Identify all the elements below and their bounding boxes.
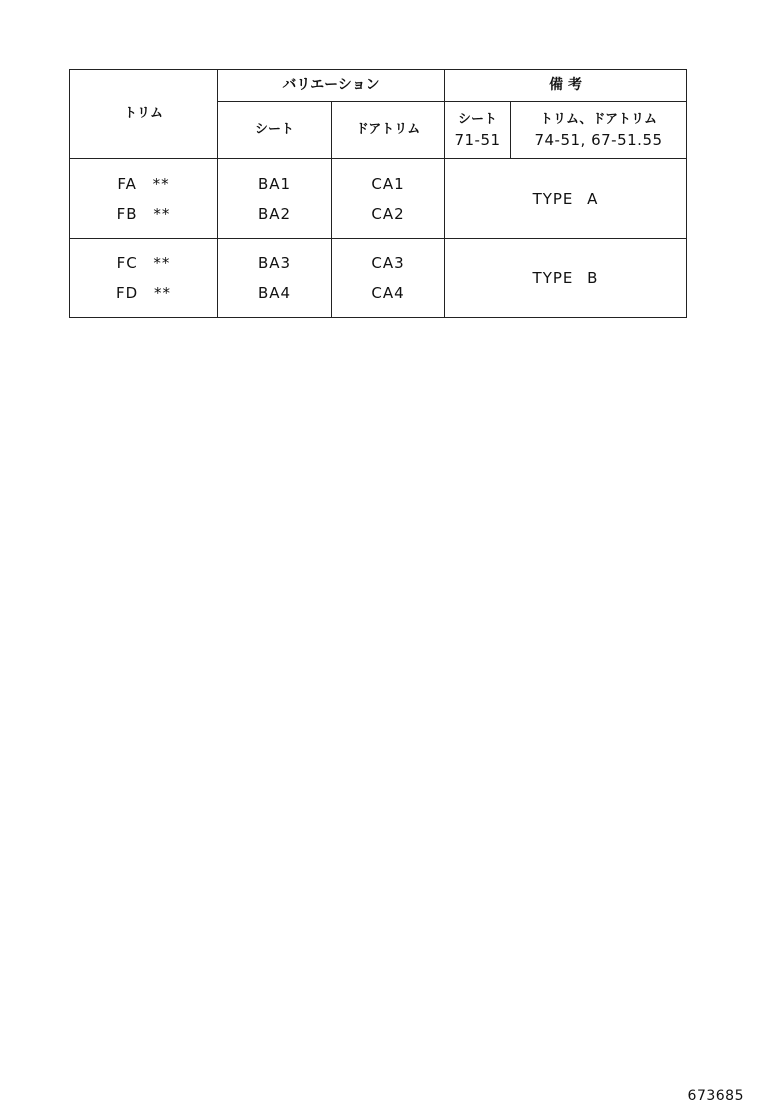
door-trim-code: CA1 [371, 174, 405, 193]
seat-cell [218, 159, 332, 238]
trim-code: FB ** [116, 204, 171, 223]
table-header-row-1 [70, 70, 687, 102]
remark-cell: TYPE B [445, 238, 687, 317]
remarks-seat-code: 71-51 [454, 130, 501, 149]
remarks-trim-code: 74-51, 67-51.55 [534, 130, 663, 149]
trim-cell [70, 238, 218, 317]
header-seat: シート [218, 102, 332, 159]
door-trim-code: CA3 [371, 253, 405, 272]
document-number: 673685 [687, 1088, 744, 1104]
header-remarks-trim [511, 102, 687, 159]
trim-variation-table [69, 69, 687, 318]
header-remarks: 備 考 [445, 70, 687, 102]
seat-cell [218, 238, 332, 317]
door-trim-code: CA4 [371, 283, 405, 302]
seat-code: BA4 [257, 283, 292, 302]
trim-code: FC ** [116, 253, 171, 272]
table-row [70, 238, 687, 317]
seat-code: BA1 [257, 174, 292, 193]
door-trim-cell [332, 238, 445, 317]
header-remarks-seat [445, 102, 511, 159]
header-variation: バリエーション [218, 70, 445, 102]
seat-code: BA2 [257, 204, 292, 223]
trim-code: FD ** [116, 283, 171, 302]
seat-code: BA3 [257, 253, 292, 272]
trim-cell [70, 159, 218, 238]
table-row [70, 159, 687, 238]
header-door-trim: ドアトリム [332, 102, 445, 159]
remarks-trim-label: トリム、ドアトリム [540, 111, 658, 127]
header-trim: トリム [70, 70, 218, 159]
remark-cell: TYPE A [445, 159, 687, 238]
trim-code: FA ** [117, 174, 170, 193]
door-trim-code: CA2 [371, 204, 405, 223]
remarks-seat-label: シート [458, 111, 498, 127]
door-trim-cell [332, 159, 445, 238]
